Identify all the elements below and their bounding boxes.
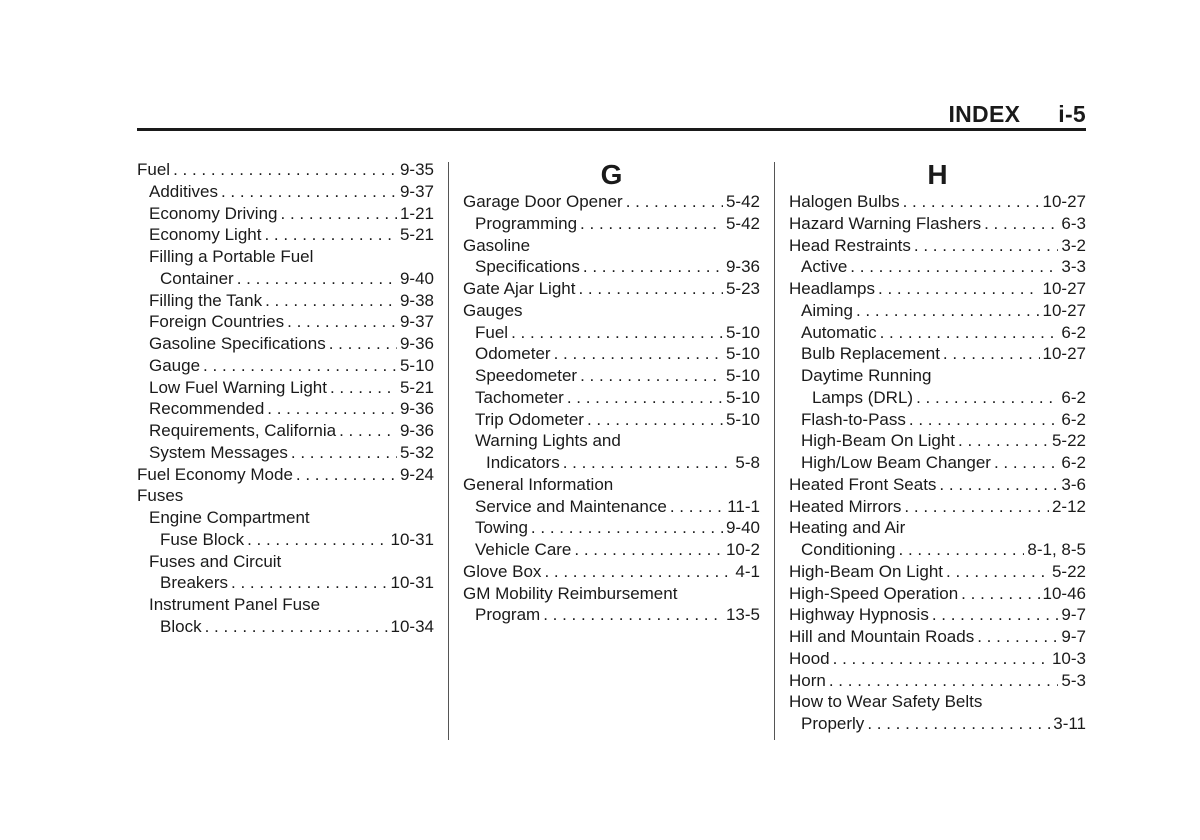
column-divider-1 (448, 162, 449, 740)
index-entry (463, 213, 760, 235)
entry-term: General Information (463, 474, 614, 494)
entry-term: Fuel Economy Mode (137, 464, 293, 484)
entry-page-ref: 9-7 (1061, 605, 1086, 625)
entry-page-ref: 5-21 (399, 377, 434, 397)
index-entry (463, 561, 760, 583)
entry-term: Odometer (475, 344, 551, 364)
index-entry (789, 387, 1086, 409)
dot-leader (247, 529, 387, 551)
index-entry (137, 507, 434, 529)
column-divider-2 (774, 162, 775, 740)
entry-term: Gauges (463, 300, 523, 320)
entry-page-ref: 11-1 (727, 496, 760, 516)
index-entry (137, 551, 434, 573)
index-entry (137, 355, 434, 377)
entry-term: Hood (789, 648, 830, 668)
index-entry (789, 626, 1086, 648)
dot-leader (587, 409, 723, 431)
entry-term: Container (160, 268, 234, 288)
entry-term: Gauge (149, 355, 201, 375)
entry-term: Foreign Countries (149, 312, 285, 332)
entry-term: Engine Compartment (149, 508, 310, 527)
dot-leader (903, 191, 1040, 213)
index-entry (463, 343, 760, 365)
entry-term: Fuel (475, 322, 509, 342)
dot-leader (267, 398, 397, 420)
entry-term: High-Beam On Light (789, 561, 944, 581)
index-column-3 (789, 159, 1086, 735)
entry-page-ref: 5-10 (725, 409, 760, 429)
entry-term: Fuses and Circuit (149, 551, 282, 571)
index-entry (137, 224, 434, 246)
dot-leader (531, 517, 723, 539)
entry-page-ref: 5-42 (725, 192, 760, 211)
entry-page-ref: 5-8 (735, 453, 760, 472)
dot-leader (977, 626, 1058, 648)
entry-page-ref: 6-2 (1061, 387, 1086, 407)
entry-term: Aiming (801, 300, 853, 320)
dot-leader (563, 452, 733, 474)
section-letter-g: G (600, 159, 623, 190)
entry-page-ref: 9-35 (399, 160, 434, 179)
entry-term: Heated Front Seats (789, 474, 937, 494)
index-entry (789, 322, 1086, 344)
entry-page-ref: 5-22 (1051, 561, 1086, 581)
index-entry (789, 691, 1086, 713)
entry-page-ref: 5-32 (399, 442, 434, 462)
entry-term: Heated Mirrors (789, 496, 902, 516)
entry-term: Hazard Warning Flashers (789, 213, 982, 233)
dot-leader (670, 496, 724, 518)
entry-page-ref: 9-37 (399, 181, 434, 201)
index-entry (463, 235, 760, 257)
entry-page-ref: 10-31 (390, 573, 434, 593)
dot-leader (543, 604, 723, 626)
index-entry (789, 517, 1086, 539)
entry-term: How to Wear Safety Belts (789, 692, 983, 712)
entry-page-ref: 6-2 (1061, 453, 1086, 472)
entry-term: System Messages (149, 442, 288, 462)
dot-leader (878, 278, 1040, 300)
entry-term: High-Speed Operation (789, 583, 959, 603)
dot-leader (829, 670, 1059, 692)
index-entry (789, 430, 1086, 452)
index-entry (137, 485, 434, 507)
entry-term: Speedometer (475, 366, 578, 385)
entry-page-ref: 5-10 (725, 322, 760, 342)
entry-page-ref: 5-10 (399, 355, 434, 375)
index-entry (463, 387, 760, 409)
index-entry (137, 203, 434, 225)
entry-term: Automatic (801, 322, 877, 342)
index-entry (137, 333, 434, 355)
dot-leader (330, 377, 397, 399)
entry-term: Hill and Mountain Roads (789, 627, 975, 646)
entry-page-ref: 9-36 (399, 399, 434, 419)
index-entry (137, 246, 434, 268)
section-letter-h: H (927, 159, 948, 190)
entry-page-ref: 5-21 (399, 225, 434, 245)
entry-page-ref: 9-40 (725, 518, 760, 538)
index-entry (463, 256, 760, 278)
entry-term: Tachometer (475, 387, 564, 407)
entry-term: Breakers (160, 573, 229, 593)
index-entry (463, 452, 760, 474)
entry-term: Fuel (137, 160, 171, 179)
entry-page-ref: 3-11 (1053, 714, 1086, 733)
index-column-1 (137, 159, 434, 638)
dot-leader (984, 213, 1058, 235)
entry-term: Gasoline Specifications (149, 334, 326, 353)
dot-leader (567, 387, 723, 409)
dot-leader (580, 365, 723, 387)
page-header (948, 101, 1086, 128)
entry-term: Active (801, 257, 848, 277)
entry-page-ref: 10-2 (725, 540, 760, 559)
entry-page-ref: 9-36 (725, 257, 760, 277)
dot-leader (626, 191, 723, 213)
entry-page-ref: 9-36 (399, 421, 434, 440)
index-title: INDEX (948, 101, 1021, 127)
index-entry (137, 442, 434, 464)
index-entry (463, 474, 760, 496)
index-entry (789, 256, 1086, 278)
dot-leader (909, 409, 1059, 431)
entry-term: Glove Box (463, 561, 542, 581)
index-entry (789, 670, 1086, 692)
index-entry (789, 343, 1086, 365)
index-entry (789, 235, 1086, 257)
index-entry (463, 409, 760, 431)
dot-leader (205, 616, 388, 638)
index-entry (137, 311, 434, 333)
entry-term: Fuse Block (160, 529, 245, 549)
entry-term: Specifications (475, 257, 580, 277)
dot-leader (281, 203, 397, 225)
entry-term: Head Restraints (789, 235, 911, 255)
dot-leader (904, 496, 1049, 518)
entry-page-ref: 9-38 (399, 290, 434, 310)
entry-term: Fuses (137, 486, 184, 506)
entry-page-ref: 5-3 (1061, 670, 1086, 690)
index-entry (463, 539, 760, 561)
entry-term: Economy Driving (149, 203, 278, 223)
dot-leader (329, 333, 397, 355)
entry-term: Highway Hypnosis (789, 605, 929, 625)
header-rule (137, 128, 1086, 131)
index-column-2 (463, 159, 760, 626)
entry-term: Programming (475, 213, 578, 233)
dot-leader (583, 256, 723, 278)
entry-page-ref: 13-5 (725, 605, 760, 625)
entry-term: Flash-to-Pass (801, 409, 906, 429)
dot-leader (946, 561, 1049, 583)
entry-page-ref: 10-27 (1042, 192, 1086, 211)
entry-term: Horn (789, 670, 826, 690)
index-entry (463, 517, 760, 539)
entry-page-ref: 6-2 (1061, 409, 1086, 429)
index-entry (789, 300, 1086, 322)
dot-leader (339, 420, 397, 442)
index-entry (463, 583, 760, 605)
entry-term: Heating and Air (789, 518, 906, 538)
entry-term: Program (475, 605, 541, 625)
index-entry (463, 365, 760, 387)
entry-page-ref: 9-24 (399, 464, 434, 484)
entry-term: Garage Door Opener (463, 192, 623, 211)
dot-leader (961, 583, 1039, 605)
dot-leader (880, 322, 1059, 344)
index-entry (789, 474, 1086, 496)
entry-page-ref: 10-27 (1042, 279, 1086, 298)
entry-term: Low Fuel Warning Light (149, 377, 327, 397)
entry-term: Bulb Replacement (801, 344, 940, 364)
index-entry (463, 430, 760, 452)
entry-term: Block (160, 616, 202, 636)
entry-term: Lamps (DRL) (812, 387, 914, 407)
dot-leader (994, 452, 1058, 474)
index-entry (789, 648, 1086, 670)
entry-term: Filling the Tank (149, 290, 263, 310)
entry-page-ref: 5-10 (725, 344, 760, 364)
dot-leader (899, 539, 1025, 561)
index-entry (137, 594, 434, 616)
entry-term: High/Low Beam Changer (801, 453, 991, 472)
entry-page-ref: 10-3 (1051, 648, 1086, 668)
entry-page-ref: 10-31 (390, 529, 434, 549)
dot-leader (265, 290, 397, 312)
entry-page-ref: 4-1 (735, 561, 760, 581)
entry-term: Instrument Panel Fuse (149, 595, 321, 614)
dot-leader (511, 322, 723, 344)
entry-term: Filling a Portable Fuel (149, 247, 314, 266)
entry-term: GM Mobility Reimbursement (463, 583, 678, 603)
entry-term: Vehicle Care (475, 540, 572, 559)
dot-leader (932, 604, 1059, 626)
dot-leader (231, 572, 387, 594)
page-number: i-5 (1058, 101, 1086, 127)
dot-leader (867, 713, 1050, 735)
entry-page-ref: 2-12 (1051, 496, 1086, 516)
entry-term: Service and Maintenance (475, 496, 667, 516)
dot-leader (574, 539, 723, 561)
index-entry (463, 604, 760, 626)
entry-page-ref: 10-34 (390, 616, 434, 636)
entry-term: Economy Light (149, 225, 262, 245)
dot-leader (914, 235, 1059, 257)
entry-page-ref: 9-7 (1061, 627, 1086, 646)
entry-term: Additives (149, 181, 218, 201)
index-entry (789, 561, 1086, 583)
index-entry (789, 365, 1086, 387)
entry-page-ref: 6-3 (1061, 213, 1086, 233)
index-entry (789, 278, 1086, 300)
index-entry (789, 713, 1086, 735)
entry-page-ref: 3-3 (1061, 257, 1086, 277)
entry-page-ref: 8-1, 8-5 (1027, 540, 1086, 559)
entry-term: Recommended (149, 399, 265, 419)
entry-page-ref: 1-21 (399, 203, 434, 223)
entry-term: Halogen Bulbs (789, 192, 900, 211)
dot-leader (833, 648, 1049, 670)
entry-term: Warning Lights and (475, 431, 621, 451)
index-entry (137, 616, 434, 638)
entry-page-ref: 9-37 (399, 312, 434, 332)
entry-page-ref: 3-2 (1061, 235, 1086, 255)
dot-leader (578, 278, 723, 300)
dot-leader (916, 387, 1058, 409)
dot-leader (554, 343, 723, 365)
index-entry (137, 290, 434, 312)
entry-page-ref: 5-22 (1051, 431, 1086, 451)
entry-term: Indicators (486, 453, 560, 472)
entry-page-ref: 9-36 (399, 334, 434, 353)
dot-leader (850, 256, 1058, 278)
entry-term: Daytime Running (801, 366, 932, 385)
index-entry (463, 322, 760, 344)
dot-leader (264, 224, 397, 246)
entry-term: Properly (801, 714, 865, 733)
dot-leader (221, 181, 397, 203)
index-entry (789, 213, 1086, 235)
dot-leader (173, 159, 397, 181)
index-entry (789, 604, 1086, 626)
index-entry (789, 583, 1086, 605)
entry-page-ref: 10-46 (1042, 583, 1086, 603)
index-entry (137, 159, 434, 181)
dot-leader (296, 464, 397, 486)
index-entry (789, 191, 1086, 213)
entry-term: Requirements, California (149, 421, 337, 440)
entry-page-ref: 3-6 (1061, 474, 1086, 494)
dot-leader (203, 355, 397, 377)
entry-page-ref: 6-2 (1061, 322, 1086, 342)
entry-term: Trip Odometer (475, 409, 584, 429)
entry-term: Gate Ajar Light (463, 279, 576, 298)
entry-term: Headlamps (789, 279, 875, 298)
index-entry (789, 452, 1086, 474)
entry-term: High-Beam On Light (801, 431, 956, 451)
index-entry (137, 398, 434, 420)
dot-leader (237, 268, 397, 290)
entry-page-ref: 5-42 (725, 213, 760, 233)
dot-leader (544, 561, 732, 583)
entry-term: Gasoline (463, 235, 531, 255)
index-entry (789, 409, 1086, 431)
entry-page-ref: 10-27 (1042, 344, 1086, 364)
dot-leader (958, 430, 1049, 452)
index-entry (137, 181, 434, 203)
index-entry (463, 496, 760, 518)
entry-page-ref: 9-40 (399, 268, 434, 288)
index-entry (463, 191, 760, 213)
index-entry (137, 529, 434, 551)
index-entry (463, 278, 760, 300)
dot-leader (856, 300, 1040, 322)
index-entry (137, 377, 434, 399)
index-entry (463, 300, 760, 322)
dot-leader (580, 213, 723, 235)
entry-term: Towing (475, 518, 528, 538)
dot-leader (939, 474, 1058, 496)
index-entry (137, 268, 434, 290)
entry-page-ref: 10-27 (1042, 300, 1086, 320)
index-entry (137, 420, 434, 442)
dot-leader (291, 442, 397, 464)
index-entry (137, 572, 434, 594)
entry-page-ref: 5-23 (725, 279, 760, 298)
entry-page-ref: 5-10 (725, 366, 760, 385)
index-entry (789, 496, 1086, 518)
index-entry (789, 539, 1086, 561)
entry-term: Conditioning (801, 540, 896, 559)
index-entry (137, 464, 434, 486)
entry-page-ref: 5-10 (725, 387, 760, 407)
dot-leader (287, 311, 397, 333)
dot-leader (943, 343, 1040, 365)
